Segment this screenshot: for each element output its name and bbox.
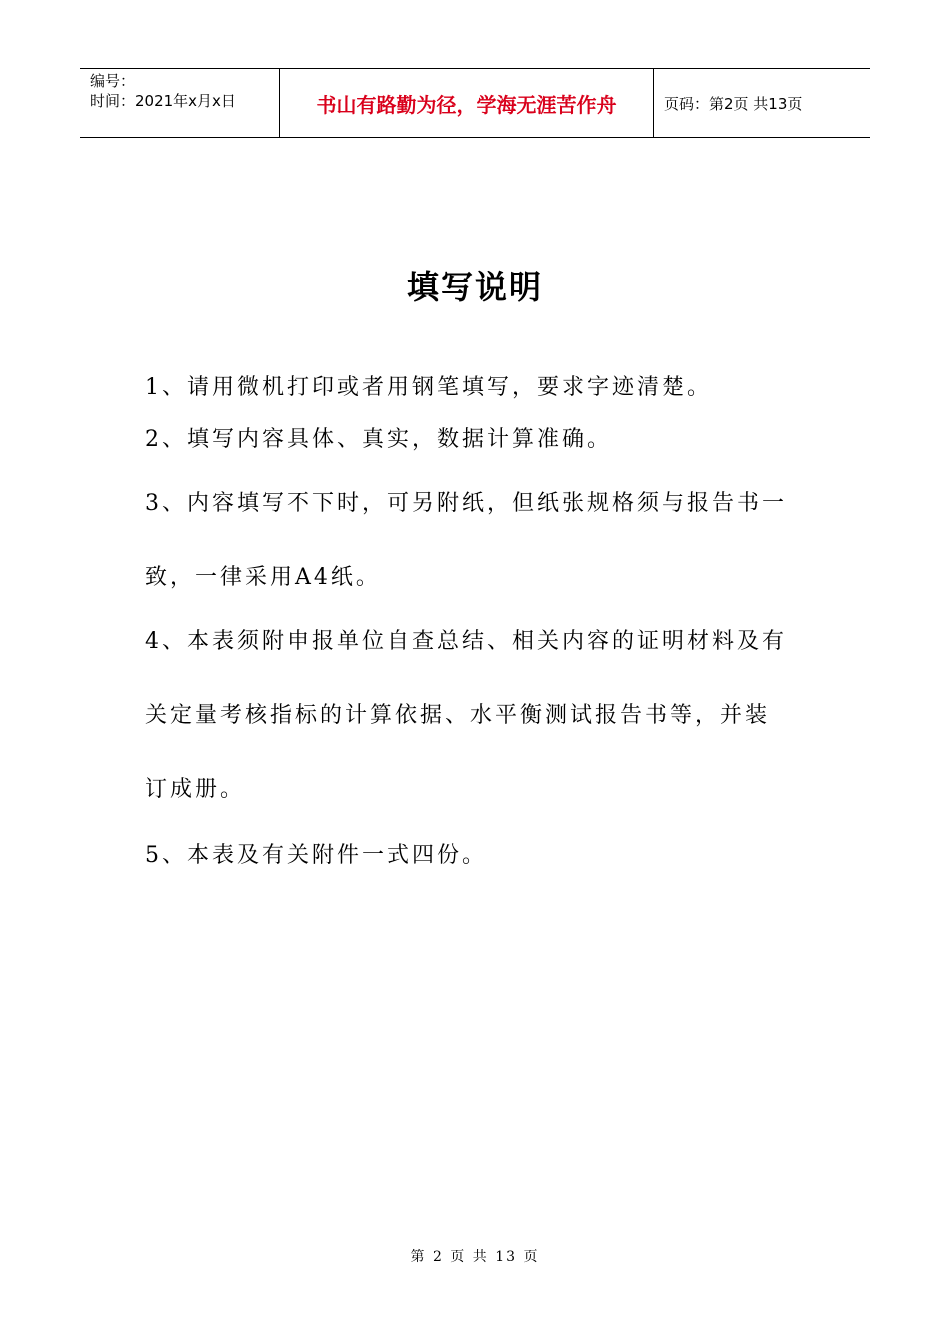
instruction-line: 关定量考核指标的计算依据、水平衡测试报告书等，并装	[145, 703, 771, 728]
header-meta-cell	[80, 69, 280, 137]
instruction-line: 1、请用微机打印或者用钢笔填写，要求字迹清楚。	[145, 375, 712, 400]
instruction-line: 4、本表须附申报单位自查总结、相关内容的证明材料及有	[145, 629, 787, 654]
document-number-label: 编号：	[90, 72, 136, 90]
instruction-line: 3、内容填写不下时，可另附纸，但纸张规格须与报告书一	[145, 491, 787, 516]
document-title: 填写说明	[406, 268, 543, 306]
header-motto: 书山有路勤为径，学海无涯苦作舟	[316, 92, 617, 117]
header-page-cell	[654, 69, 870, 137]
header-motto-cell	[280, 69, 654, 137]
instruction-line: 2、填写内容具体、真实，数据计算准确。	[145, 427, 612, 452]
header-page-info: 页码：第2页 共13页	[664, 94, 803, 113]
instruction-line: 5、本表及有关附件一式四份。	[145, 843, 487, 868]
document-date: 时间：2021年x月x日	[90, 92, 236, 110]
page-header	[80, 68, 870, 138]
page-footer: 第 2 页 共 13 页	[410, 1249, 540, 1265]
instruction-line: 订成册。	[145, 777, 246, 802]
instruction-line: 致，一律采用A4纸。	[145, 565, 381, 590]
